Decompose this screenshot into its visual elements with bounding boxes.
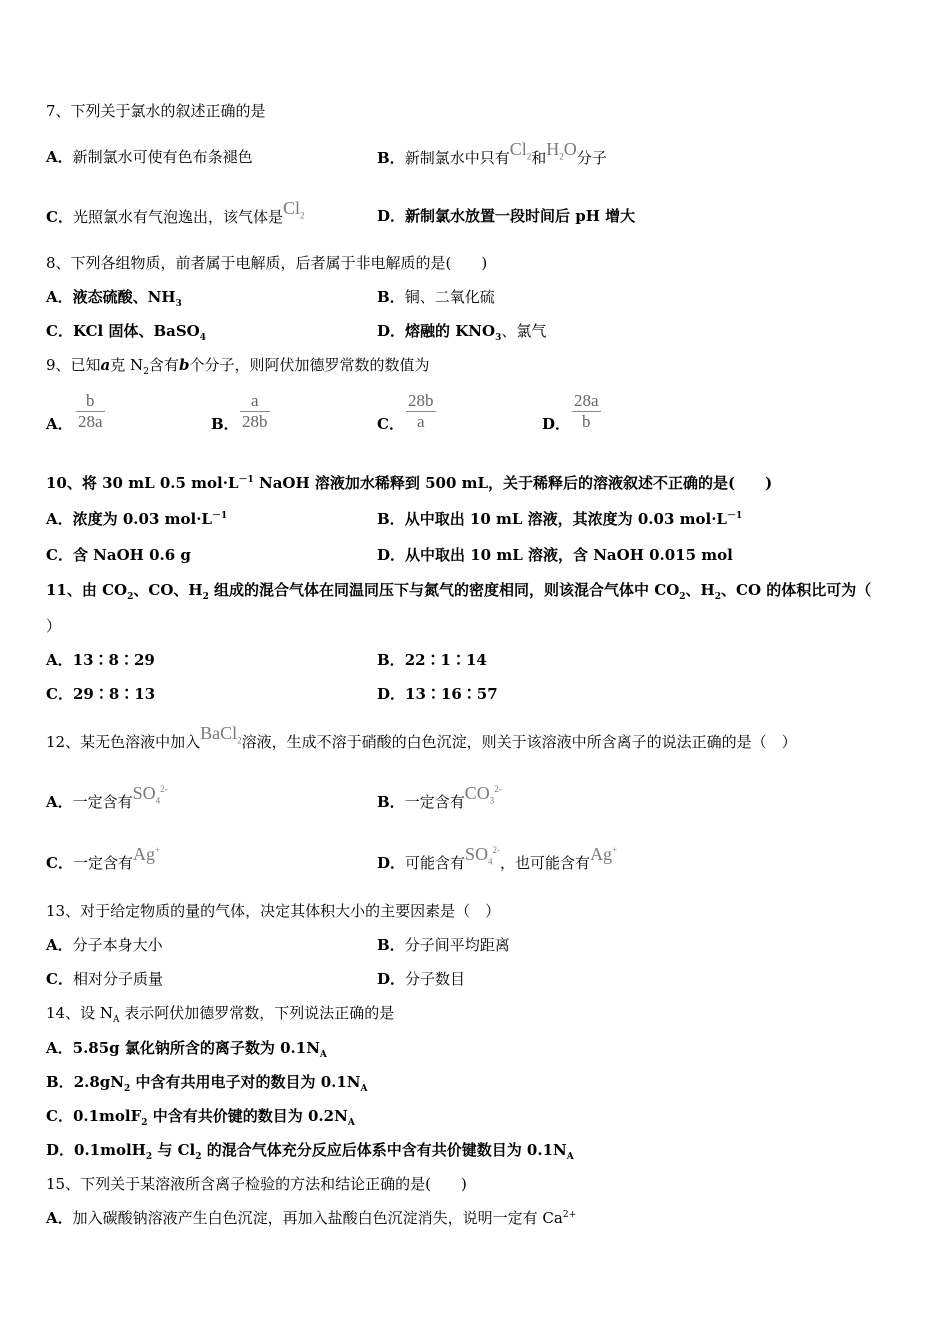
- q9-option-d-label[interactable]: D．: [542, 415, 571, 433]
- q11-option-d[interactable]: D．13∶16∶57: [377, 685, 498, 703]
- q12-option-b[interactable]: B．一定含有$CO_3^{2-}$: [377, 783, 502, 811]
- q9-option-c-fraction: $\frac{28b}{a}$: [408, 391, 434, 431]
- q7-option-a[interactable]: A．新制氯水可使有色布条褪色: [46, 148, 253, 166]
- q13-stem: 13、对于给定物质的量的气体，决定其体积大小的主要因素是（ ）: [46, 902, 501, 920]
- q14-stem: 14、设 $N_A$ 表示阿伏加德罗常数，下列说法正确的是: [46, 1004, 395, 1025]
- q9-option-b-label[interactable]: B．: [211, 415, 239, 433]
- q15-stem: 15、下列关于某溶液所含离子检验的方法和结论正确的是( ): [46, 1175, 467, 1193]
- q7-option-c[interactable]: C．光照氯水有气泡逸出，该气体是$Cl_2$: [46, 198, 305, 226]
- formula-ag: Ag+: [590, 844, 618, 864]
- q8-option-d[interactable]: D．熔融的 $KNO_3$、氯气: [377, 322, 547, 343]
- q12-option-c[interactable]: C．一定含有Ag+: [46, 844, 161, 872]
- q12-option-a[interactable]: A．一定含有$SO_4^{2-}$: [46, 783, 168, 811]
- formula-so4: $SO_4^{2-}$: [465, 844, 501, 867]
- q10-option-a[interactable]: A．浓度为 0.03 $mol\cdot L^{-1}$: [46, 510, 228, 528]
- q13-option-b[interactable]: B．分子间平均距离: [377, 936, 510, 954]
- q9-option-d-fraction: $\frac{28a}{b}$: [574, 391, 599, 431]
- formula-bacl2: BaCl$_2$: [200, 723, 242, 746]
- q12-stem: 12、某无色溶液中加入BaCl$_2$溶液，生成不溶于硝酸的白色沉淀，则关于该溶液中所含离子的说法正确的是（ ）: [46, 723, 797, 751]
- q8-option-c[interactable]: C．KCl 固体、BaSO$_4$: [46, 322, 207, 343]
- q11-stem: 11、由 $CO_2$、CO、$H_2$ 组成的混合气体在同温同压下与氮气的密度相同，则该混合气体中 $CO_2$、$H_2$、CO 的体积比可为（: [46, 581, 872, 602]
- q7-stem: 7、下列关于氯水的叙述正确的是: [46, 102, 266, 120]
- formula-cl2: $Cl_2$: [509, 139, 532, 162]
- q13-option-c[interactable]: C．相对分子质量: [46, 970, 163, 988]
- q7-option-b[interactable]: B．新制氯水中只有$Cl_2$和$H_2O$分子: [377, 139, 607, 167]
- q9-option-a-label[interactable]: A．: [46, 415, 73, 433]
- q9-option-b-fraction: $\frac{a}{28b}$: [242, 391, 268, 431]
- q10-stem: 10、将 30 mL 0.5 $mol\cdot L^{-1}$ NaOH 溶液加水稀释到 500 mL，关于稀释后的溶液叙述不正确的是( ): [46, 474, 773, 492]
- q14-option-d[interactable]: D．0.1molH$_2$ 与 $Cl_2$ 的混合气体充分反应后体系中含有共价键数目为 $0.1N_A$: [46, 1141, 574, 1162]
- q11-option-a[interactable]: A．13∶8∶29: [46, 651, 155, 669]
- q11-option-b[interactable]: B．22∶1∶14: [377, 651, 487, 669]
- q7-option-d[interactable]: D．新制氯水放置一段时间后 pH 增大: [377, 207, 636, 225]
- q8-option-b[interactable]: B．铜、二氧化硫: [377, 288, 495, 306]
- q10-option-b[interactable]: B．从中取出 10 mL 溶液，其浓度为 0.03 $mol\cdot L^{-1}$: [377, 510, 743, 528]
- formula-co3: $CO_3^{2-}$: [464, 783, 502, 806]
- q8-option-a[interactable]: A．液态硫酸、$NH_3$: [46, 288, 182, 309]
- q14-option-c[interactable]: C．0.1molF$_2$ 中含有共价键的数目为 $0.2N_A$: [46, 1107, 355, 1128]
- q11-stem-end: ）: [46, 617, 62, 635]
- q9-option-a-fraction: $\frac{b}{28a}$: [78, 391, 103, 431]
- formula-ag: Ag+: [132, 844, 161, 864]
- formula-h2o: $H_2O$: [546, 139, 577, 162]
- q9-option-c-label[interactable]: C．: [377, 415, 404, 433]
- q9-stem: 9、已知a克 $N_2$含有b个分子，则阿伏加德罗常数的数值为: [46, 356, 430, 377]
- q14-option-b[interactable]: B．$2.8gN_2$ 中含有共用电子对的数目为 $0.1N_A$: [46, 1073, 368, 1094]
- q13-option-a[interactable]: A．分子本身大小: [46, 936, 163, 954]
- q10-option-c[interactable]: C．含 NaOH 0.6 g: [46, 546, 191, 564]
- q8-stem: 8、下列各组物质，前者属于电解质，后者属于非电解质的是( ): [46, 254, 488, 272]
- q15-option-a[interactable]: A．加入碳酸钠溶液产生白色沉淀，再加入盐酸白色沉淀消失，说明一定有 $Ca^{2+}$: [46, 1209, 577, 1227]
- q12-option-d[interactable]: D．可能含有$SO_4^{2-}$，也可能含有Ag+: [377, 844, 618, 872]
- formula-cl2: $Cl_2$: [282, 198, 305, 221]
- q10-option-d[interactable]: D．从中取出 10 mL 溶液，含 NaOH 0.015 mol: [377, 546, 733, 564]
- q11-option-c[interactable]: C．29∶8∶13: [46, 685, 156, 703]
- q14-option-a[interactable]: A．5.85g 氯化钠所含的离子数为 $0.1N_A$: [46, 1039, 327, 1060]
- formula-so4: $SO_4^{2-}$: [132, 783, 168, 806]
- q13-option-d[interactable]: D．分子数目: [377, 970, 466, 988]
